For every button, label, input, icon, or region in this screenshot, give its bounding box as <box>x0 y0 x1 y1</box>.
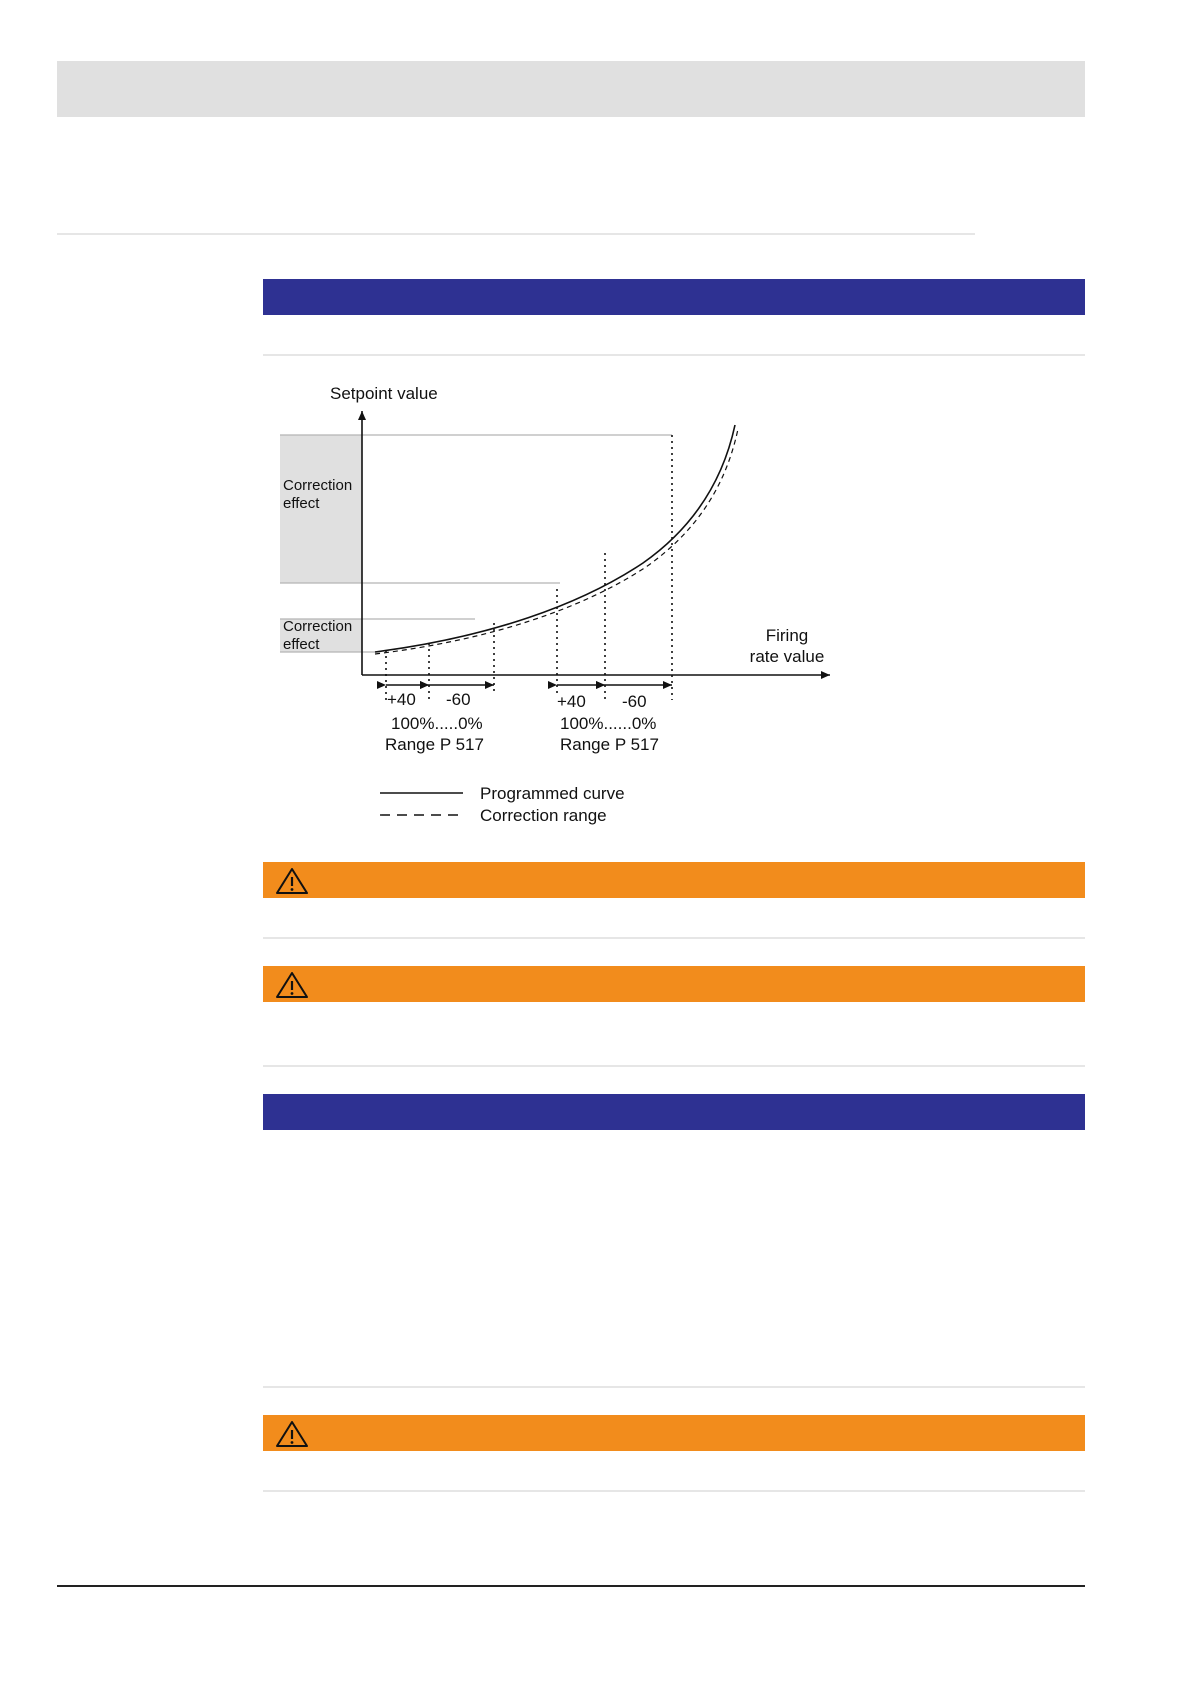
correction-effect-upper-line1: Correction <box>283 477 353 494</box>
correction-effect-upper-line2: effect <box>283 495 320 512</box>
footer-line <box>57 1585 1085 1587</box>
section-rule <box>263 354 1085 356</box>
warning-bar-3 <box>263 1415 1085 1451</box>
range2-minus-label: -60 <box>622 692 647 711</box>
range2-percent-label: 100%......0% <box>560 714 657 733</box>
range1-range-label: Range P 517 <box>385 735 484 754</box>
legend-solid-label: Programmed curve <box>480 784 625 803</box>
range1-minus-label: -60 <box>446 690 471 709</box>
range2-plus-label: +40 <box>557 692 586 711</box>
range1-percent-label: 100%.....0% <box>391 714 483 733</box>
range1-plus-label: +40 <box>387 690 416 709</box>
x-axis-label-line2: rate value <box>749 647 825 666</box>
warning-bar-2 <box>263 966 1085 1002</box>
range2-range-label: Range P 517 <box>560 735 659 754</box>
correction-effect-lower-line1: Correction <box>283 618 353 635</box>
warning-rule-1 <box>263 937 1085 939</box>
warning-rule-3 <box>263 1490 1085 1492</box>
warning-triangle-icon <box>275 970 309 1000</box>
warning-rule-2 <box>263 1065 1085 1067</box>
header-band <box>57 61 1085 117</box>
header-rule <box>57 233 975 235</box>
info-bar-top <box>263 279 1085 315</box>
warning-triangle-icon <box>275 866 309 896</box>
correction-effect-lower-line2: effect <box>283 636 320 653</box>
y-axis-label: Setpoint value <box>330 384 438 403</box>
setpoint-diagram <box>260 375 900 835</box>
legend-dashed-label: Correction range <box>480 806 607 825</box>
programmed-curve <box>375 425 735 652</box>
warning-triangle-icon <box>275 1419 309 1449</box>
info-bar-bottom <box>263 1094 1085 1130</box>
warning-bar-1 <box>263 862 1085 898</box>
x-axis-label-line1: Firing <box>765 626 809 645</box>
section-rule-2 <box>263 1386 1085 1388</box>
